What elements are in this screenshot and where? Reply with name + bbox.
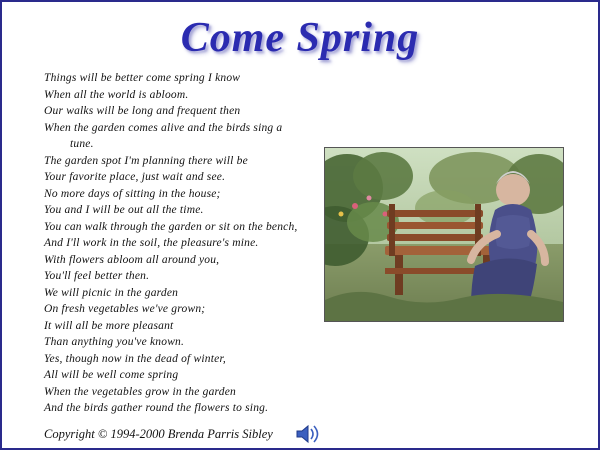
poem-line: Than anything you've known. xyxy=(44,336,185,348)
poem-line: Things will be better come spring I know xyxy=(44,72,241,84)
poem-line: And I'll work in the soil, the pleasure's mine. xyxy=(44,237,259,249)
poem-line: Our walks will be long and frequent then xyxy=(44,105,241,117)
poem-line: Yes, though now in the dead of winter, xyxy=(44,352,226,365)
poem-line: You and I will be out all the time. xyxy=(44,204,204,216)
poem-line: No more days of sitting in the house; xyxy=(44,187,221,200)
copyright-text: Copyright © 1994-2000 Brenda Parris Sibley xyxy=(44,427,273,441)
photo-graphic xyxy=(325,148,563,321)
poem-line: When the vegetables grow in the garden xyxy=(44,385,236,398)
poem-line: All will be well come spring xyxy=(44,369,179,381)
poem-line: On fresh vegetables we've grown; xyxy=(44,303,206,315)
poem-line: You can walk through the garden or sit on the bench, xyxy=(44,220,298,233)
garden-bench-photo xyxy=(324,147,564,322)
poem-line: It will all be more pleasant xyxy=(44,319,174,332)
speaker-icon[interactable] xyxy=(294,423,320,445)
poem-line: The garden spot I'm planning there will be xyxy=(44,154,248,167)
poem-line: With flowers abloom all around you, xyxy=(44,253,220,266)
poem-line: And the birds gather round the flowers to sing. xyxy=(44,402,269,414)
poem-line: You'll feel better then. xyxy=(44,270,150,282)
poem-line: tune. xyxy=(70,138,94,150)
poem-body xyxy=(44,70,334,417)
poem-line: When all the world is abloom. xyxy=(44,88,189,101)
poem-line: When the garden comes alive and the birds sing a xyxy=(44,121,283,134)
poem-line: We will picnic in the garden xyxy=(44,286,179,299)
poem-line: Your favorite place, just wait and see. xyxy=(44,171,226,183)
page-title: Come Spring xyxy=(180,15,420,61)
